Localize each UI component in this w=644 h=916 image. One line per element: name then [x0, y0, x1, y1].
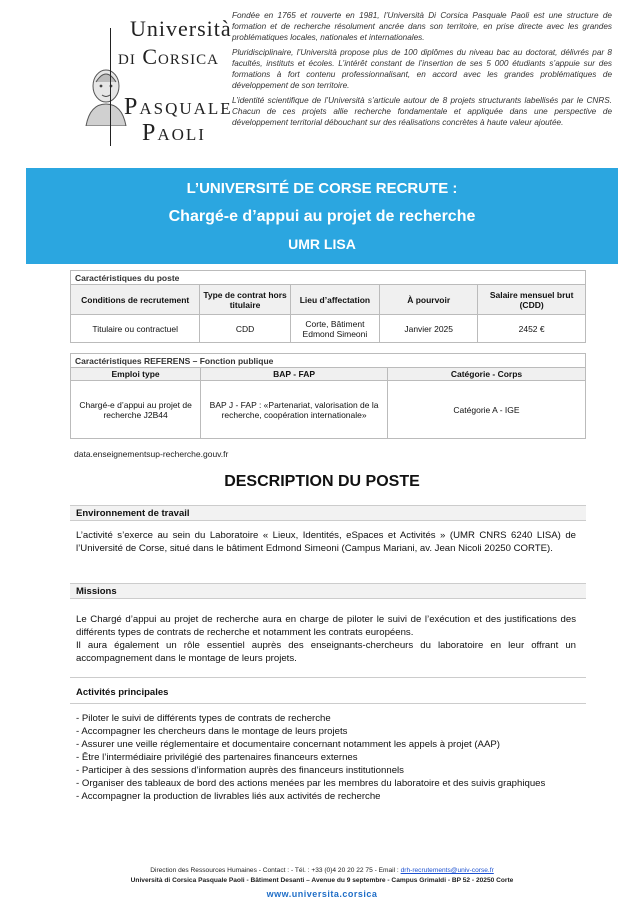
- list-item: - Participer à des sessions d’information auprès des financeurs institutionnels: [76, 765, 404, 776]
- logo-text-pasquale: Pasquale: [124, 94, 233, 120]
- section-heading-missions: Missions: [70, 583, 586, 599]
- referens-source: data.enseignementsup-recherche.gouv.fr: [74, 449, 229, 459]
- table-header: Type de contrat hors titulaire: [200, 285, 290, 315]
- footer-contact-text: Direction des Ressources Humaines - Contact : - Tél. : +33 (0)4 20 20 22 75 - Email :: [150, 867, 401, 874]
- table-cell: Corte, Bâtiment Edmond Simeoni: [290, 315, 379, 343]
- section-body-environnement: [76, 529, 576, 555]
- missions-text: Le Chargé d’appui au projet de recherche aura en charge de piloter le suivi de l’exécution et des justifications des différents types de contrats de recherche et notamment les contrats européens.: [76, 614, 576, 638]
- table-cell: 2452 €: [478, 315, 586, 343]
- list-item: - Piloter le suivi de différents types de contrats de recherche: [76, 713, 331, 724]
- list-item: - Accompagner les chercheurs dans le montage de leurs projets: [76, 726, 348, 737]
- section-divider: [70, 677, 586, 678]
- banner-unit: UMR LISA: [288, 236, 356, 252]
- list-item: - Accompagner la production de livrables liés aux activités de recherche: [76, 791, 381, 802]
- banner-position: Chargé-e d’appui au projet de recherche: [168, 208, 476, 225]
- logo-text-universita: Università: [130, 16, 232, 41]
- section-heading-activites: Activités principales: [70, 685, 586, 701]
- section-body-missions: [76, 613, 576, 665]
- intro-paragraph: L’identité scientifique de l’Università s’articule autour de 8 projets structurants labellisés par le CNRS. Chacun de ces projets allie recherche fondamentale et appliquée dans une perspective de développement territorial débouchant sur des réalisations concrètes à haute valeur ajoutée.: [232, 96, 612, 127]
- university-logo: [82, 12, 233, 152]
- table-cell: CDD: [200, 315, 290, 343]
- referens-table-caption: Caractéristiques REFERENS – Fonction publique: [71, 354, 586, 368]
- missions-text: Il aura également un rôle essentiel auprès des enseignants-chercheurs du laboratoire en leur offrant un accompagnement dans le montage de leurs projets.: [76, 640, 576, 664]
- section-heading-environnement: Environnement de travail: [70, 505, 586, 521]
- environnement-text: L’activité s’exerce au sein du Laboratoire « Lieux, Identités, eSpaces et Activités » (UMR CNRS 6240 LISA) de l’Université de Corse, situé dans le bâtiment Edmond Simeoni (Campus Mariani, av. Jean Nicoli 20250 CORTE).: [76, 530, 576, 554]
- table-header: Salaire mensuel brut (CDD): [478, 285, 586, 315]
- table-header: Lieu d’affectation: [290, 285, 379, 315]
- description-title: DESCRIPTION DU POSTE: [224, 473, 420, 490]
- poste-table-caption: Caractéristiques du poste: [71, 271, 586, 285]
- list-item: - Organiser des tableaux de bord des actions menées par les membres du laboratoire et des suivis graphiques: [76, 778, 546, 789]
- intro-text: [232, 10, 612, 132]
- section-divider: [70, 703, 586, 704]
- table-header: BAP - FAP: [201, 368, 388, 381]
- table-cell: Janvier 2025: [380, 315, 478, 343]
- banner-title: L’UNIVERSITÉ DE CORSE RECRUTE :: [186, 180, 458, 197]
- logo-divider: [110, 28, 111, 146]
- referens-table: [70, 353, 586, 439]
- list-item: - Assurer une veille réglementaire et documentaire concernant notamment les appels à projet (AAP): [76, 739, 500, 750]
- table-header: Catégorie - Corps: [388, 368, 586, 381]
- table-cell: Catégorie A - IGE: [388, 381, 586, 439]
- table-cell: BAP J - FAP : «Partenariat, valorisation de la recherche, coopération internationale»: [201, 381, 388, 439]
- intro-paragraph: Fondée en 1765 et rouverte en 1981, l’Università Di Corsica Pasquale Paoli est une structure de formation et de recherche résolument ancrée dans son territoire, en prise directe avec les grandes problématiques locales, nationales et internationales.: [232, 11, 612, 42]
- table-header: À pourvoir: [380, 285, 478, 315]
- table-header: Conditions de recrutement: [71, 285, 200, 315]
- logo-text-paoli: Paoli: [142, 120, 206, 146]
- footer-email-link[interactable]: drh-recrutements@univ-corse.fr: [400, 867, 494, 874]
- table-cell: Chargé-e d’appui au projet de recherche J2B44: [71, 381, 201, 439]
- footer-contact: [0, 867, 644, 874]
- portrait-icon: [82, 64, 130, 126]
- footer-website-link[interactable]: www.universita.corsica: [266, 889, 378, 899]
- recruitment-banner: [26, 168, 618, 264]
- table-cell: Titulaire ou contractuel: [71, 315, 200, 343]
- logo-text-corsica: di Corsica: [118, 44, 220, 69]
- activites-list: [76, 712, 576, 803]
- poste-table: [70, 270, 586, 343]
- list-item: - Être l’intermédiaire privilégié des partenaires financeurs externes: [76, 752, 358, 763]
- footer-address: Università di Corsica Pasquale Paoli - Bâtiment Desanti – Avenue du 9 septembre - Campus Grimaldi - BP 52 - 20250 Corte: [130, 877, 514, 884]
- table-header: Emploi type: [71, 368, 201, 381]
- intro-paragraph: Pluridisciplinaire, l’Università propose plus de 100 diplômes du niveau bac au doctorat, délivrés par 8 facultés, instituts et écoles. L’intérêt constant de l’insertion de ses 5 000 étudiants s’appuie sur des formations à fort contenu professionnalisant, en accord avec les grandes problématiques de développement de son territoire.: [232, 48, 612, 90]
